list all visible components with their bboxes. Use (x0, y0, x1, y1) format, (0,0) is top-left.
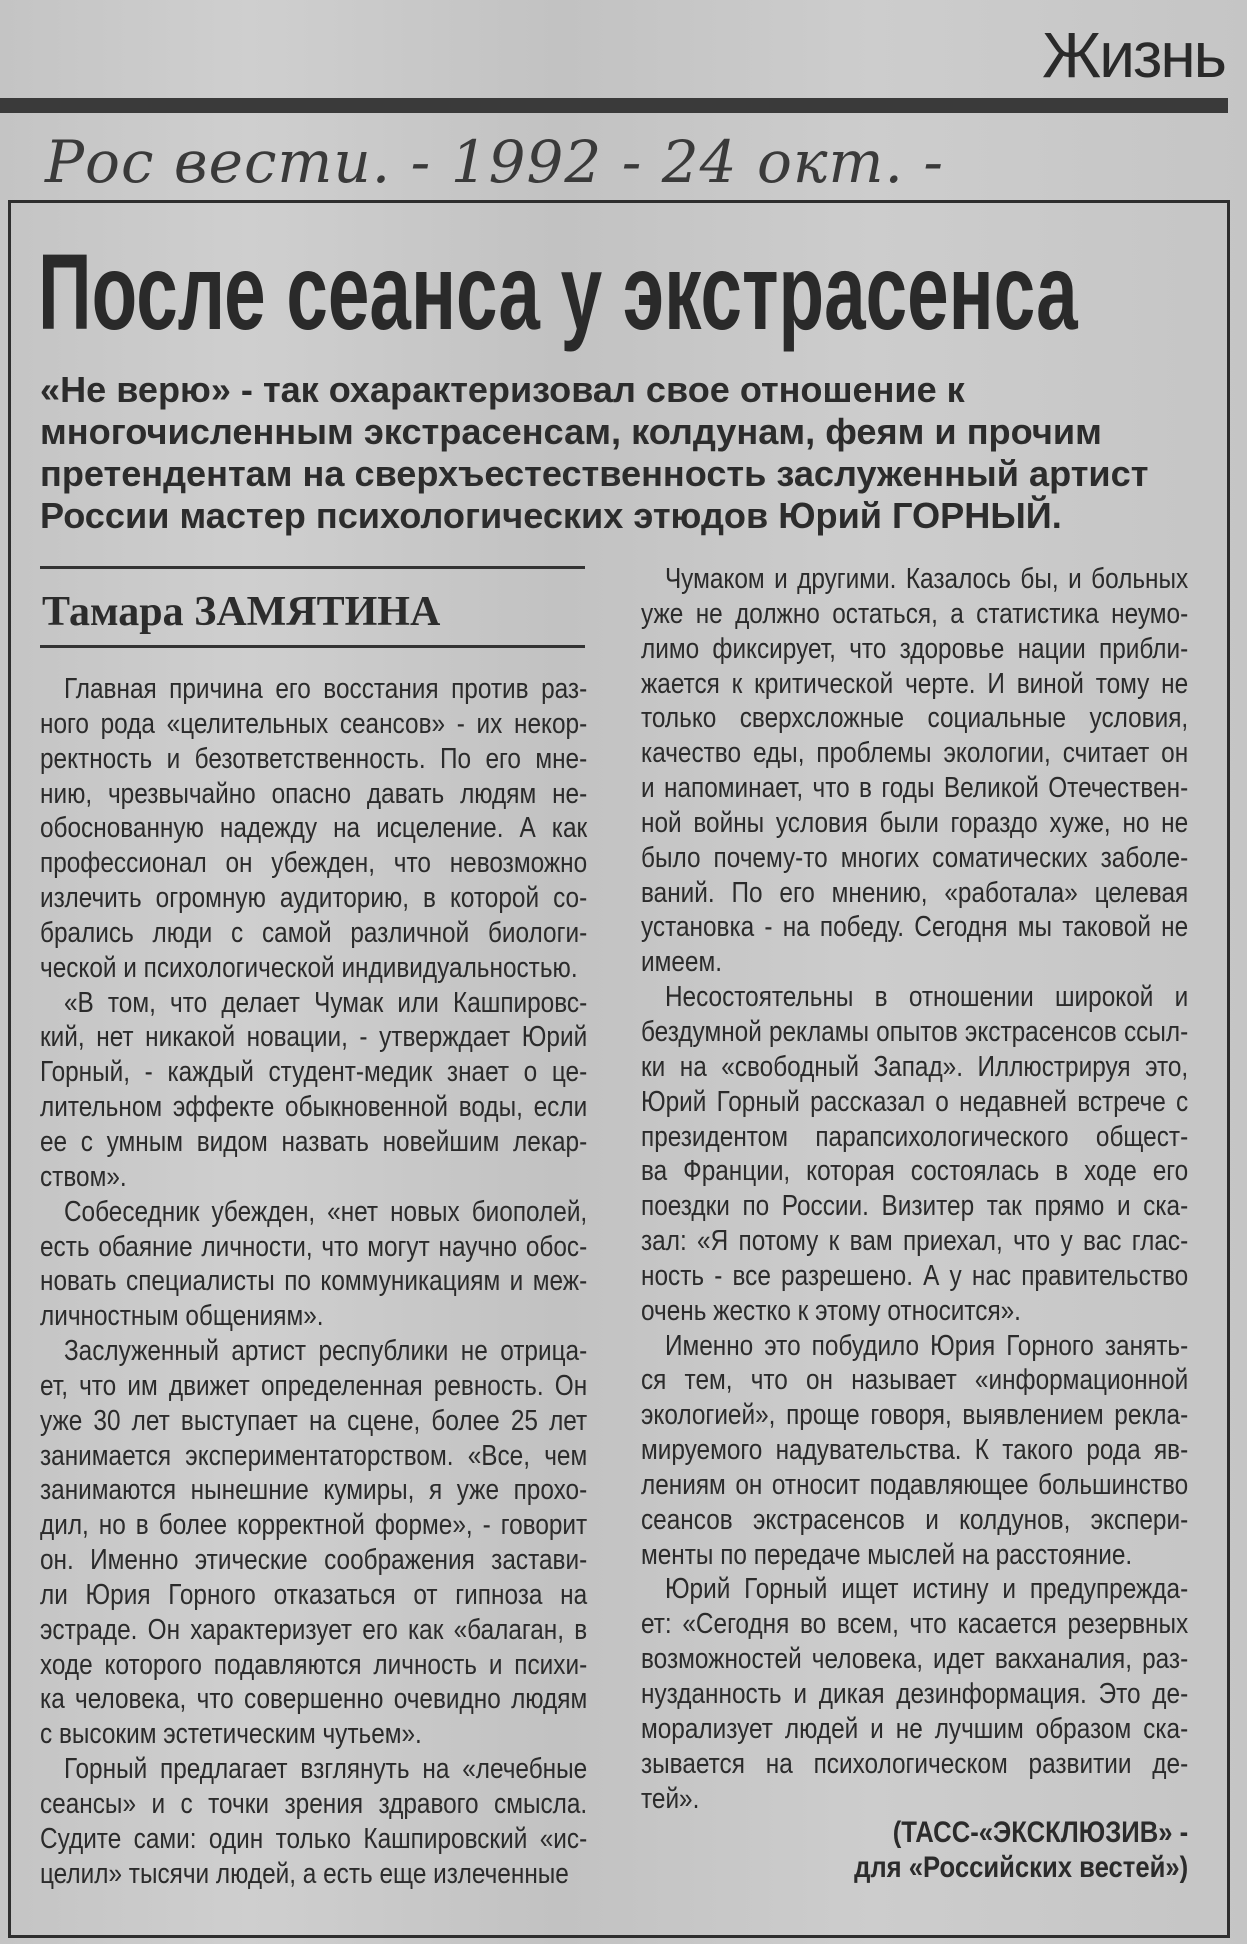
text-line: очень жестко к этому относится». (641, 1294, 1021, 1327)
text-line: ее с умным видом назвать новейшим лекар- (40, 1125, 588, 1158)
text-line: ного рода «целительных сеансов» - их некор- (40, 707, 588, 740)
text-line: брались люди с самой различной биологи- (40, 916, 588, 949)
text-line: Юрий Горный рассказал о недавней встрече с (641, 1085, 1189, 1118)
text-line: ва Франции, которая состоялась в ходе его (641, 1155, 1189, 1188)
text-line: и напоминает, что в годы Великой Отечествен- (641, 772, 1189, 805)
text-line: менты по передаче мыслей на расстояние. (641, 1538, 1133, 1571)
text-line: мируемого надувательства. К такого рода яв- (641, 1434, 1189, 1467)
text-line: профессионал он убежден, что невозможно (40, 847, 588, 880)
text-line: уже 30 лет выступает на сцене, более 25 лет (40, 1404, 588, 1437)
text-line: возможностей человека, идет вакханалия, раз- (641, 1643, 1189, 1676)
left-column (40, 672, 587, 1892)
lead-line: «Не верю» - так охарактеризовал свое отношение к (40, 369, 965, 410)
text-line: Горный, - каждый студент-медик знает о це- (40, 1056, 588, 1089)
text-line: лениям он относит подавляющее большинство (641, 1468, 1189, 1501)
text-line: «В том, что делает Чумак или Кашпировс- (63, 986, 588, 1019)
text-line: он. Именно этические соображения застави- (40, 1544, 588, 1577)
text-line: излечить огромную аудиторию, в которой со- (40, 882, 588, 915)
text-line: лимо фиксирует, что здоровье нации прибли- (641, 632, 1189, 665)
text-line: морализует людей и не лучшим образом ска- (641, 1712, 1189, 1745)
text-line: зывается на психологическом развитии де- (641, 1747, 1189, 1780)
text-line: качество еды, проблемы экологии, считает он (641, 737, 1189, 770)
text-line: Главная причина его восстания против раз- (63, 673, 588, 705)
text-line: эстраде. Он характеризует его как «балаган, в (40, 1613, 588, 1646)
text-line: бездумной рекламы опытов экстрасенсов ссыл- (641, 1015, 1189, 1048)
article-headline: После сеанса у экстрасенса (38, 231, 1078, 352)
text-line: ность - все разрешено. А у нас правительство (641, 1259, 1189, 1292)
text-line: новать специалисты по коммуникациям и меж- (40, 1265, 588, 1298)
text-line: ет, что им движет определенная ревность. Он (40, 1369, 588, 1402)
text-line: зал: «Я потому к вам приехал, что у вас глас- (641, 1225, 1189, 1258)
text-line: обоснованную надежду на исцеление. А как (40, 812, 588, 845)
text-line: Чумаком и другими. Казалось бы, и больных (664, 563, 1189, 595)
text-line: ли Юрия Горного отказаться от гипноза на (40, 1578, 588, 1611)
text-line: ет: «Сегодня во всем, что касается резервных (641, 1608, 1189, 1641)
text-line: ходе которого подавляются личность и психи- (40, 1648, 588, 1681)
text-line: занимаются нынешние кумиры, я уже прохо- (40, 1474, 588, 1507)
text-line: тей». (641, 1782, 700, 1815)
text-line: уже не должно остаться, а статистика неумо- (641, 597, 1189, 630)
text-line: Несостоятельны в отношении широкой и (664, 981, 1189, 1014)
text-line: есть обаяние личности, что могут научно обос- (40, 1230, 588, 1263)
text-line: нию, чрезвычайно опасно давать людям не- (40, 777, 588, 810)
text-line: было почему-то многих соматических заболе- (641, 841, 1189, 874)
text-line: имеем. (641, 946, 722, 979)
text-line: Заслуженный артист республики не отрица- (63, 1335, 588, 1368)
text-line: целил» тысячи людей, а есть еще излеченные (40, 1857, 569, 1890)
text-line: лительном эффекте обыкновенной воды, если (40, 1091, 588, 1124)
text-line: ректность и безответственность. По его мне- (40, 742, 588, 775)
section-divider-bar (0, 98, 1228, 113)
lead-line: многочисленным экстрасенсам, колдунам, феям и прочим (40, 411, 1102, 452)
text-line: дил, но в более корректной форме», - говорит (40, 1509, 588, 1542)
section-label: Жизнь (1042, 19, 1225, 91)
right-column (641, 562, 1188, 1886)
author-rule-bottom (40, 645, 585, 648)
text-line: ством». (40, 1160, 127, 1193)
text-line: Юрий Горный ищет истину и предупрежда- (664, 1573, 1189, 1606)
text-line: жается к критической черте. И виной тому не (641, 667, 1189, 700)
text-line: Собеседник убежден, «нет новых биополей, (63, 1195, 588, 1228)
text-line: нузданность и дикая дезинформация. Это де- (641, 1678, 1189, 1710)
text-line: с высоким эстетическим чутьем». (40, 1718, 422, 1751)
author-rule-top (40, 566, 585, 569)
text-line: сеансы» и с точки зрения здравого смысла. (40, 1788, 588, 1820)
text-line: ческой и психологической индивидуальностью. (40, 951, 578, 984)
text-line: ной войны условия были гораздо хуже, но не (641, 806, 1189, 839)
text-line: экологией», проще говоря, выявлением рекла- (641, 1399, 1189, 1432)
source-credit-line: (ТАСС-«ЭКСКЛЮЗИВ» - (892, 1816, 1189, 1850)
source-credit-line: для «Российских вестей») (854, 1851, 1189, 1885)
text-line: сеансов экстрасенсов и колдунов, экспери- (641, 1503, 1189, 1536)
author-byline: Тамара ЗАМЯТИНА (42, 589, 441, 635)
text-line: личностным общениям». (40, 1300, 324, 1333)
lead-line: претендентам на сверхъестественность заслуженный артист (40, 453, 1149, 494)
text-line: президентом парапсихологического общест- (641, 1120, 1189, 1153)
handwritten-note: Рос вести. - 1992 - 24 окт. - (45, 128, 945, 196)
text-line: установка - на победу. Сегодня мы таковой не (641, 911, 1189, 944)
text-line: Горный предлагает взглянуть на «лечебные (63, 1753, 588, 1786)
text-line: Именно это побудило Юрия Горного занять- (664, 1329, 1189, 1362)
text-line: ваний. По его мнению, «работала» целевая (641, 876, 1189, 909)
text-line: ся тем, что он называет «информационной (641, 1364, 1189, 1397)
text-line: только сверхсложные социальные условия, (641, 702, 1189, 735)
text-line: занимается экспериментаторством. «Все, чем (40, 1439, 588, 1472)
text-line: ка человека, что совершенно очевидно людям (40, 1683, 588, 1716)
text-line: ки на «свободный Запад». Иллюстрируя это, (641, 1050, 1189, 1083)
lead-line: России мастер психологических этюдов Юрий ГОРНЫЙ. (40, 495, 1062, 536)
text-line: Судите сами: один только Кашпировский «ис- (40, 1822, 588, 1855)
text-line: поездки по России. Визитер так прямо и ска- (641, 1190, 1189, 1223)
text-line: кий, нет никакой новации, - утверждает Юрий (40, 1021, 588, 1054)
